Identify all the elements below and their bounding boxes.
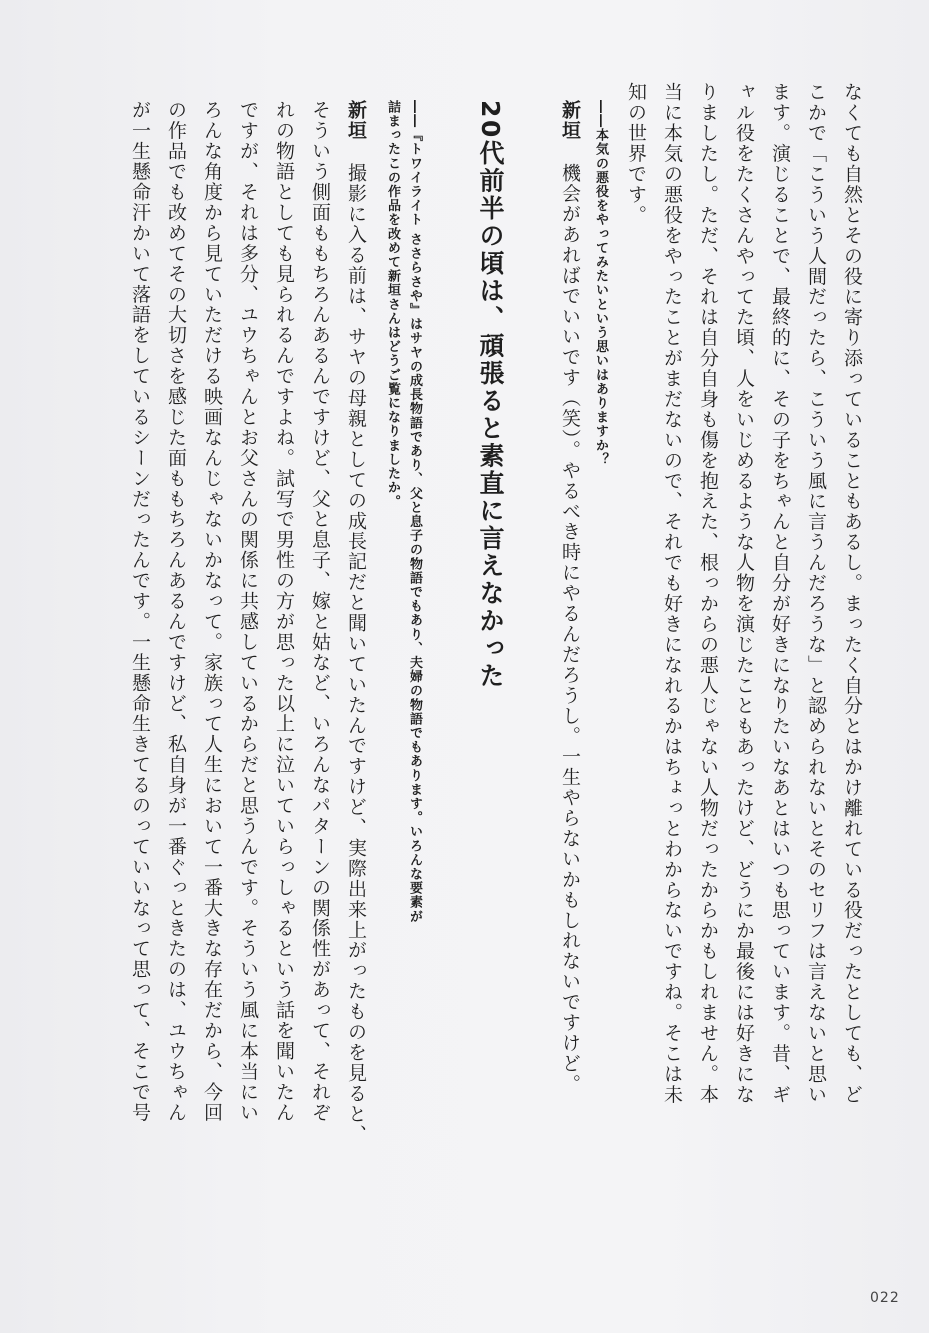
- speaker-name: 新垣: [345, 100, 367, 141]
- page-number: 022: [870, 1290, 900, 1306]
- speaker-name: 新垣: [559, 100, 581, 141]
- text-column: れの物語としても見られるんですよね。試写で男性の方が思った以上に泣いていらっしゃるという話を聞いたん: [273, 100, 295, 1123]
- interview-question: 詰まったこの作品を改めて新垣さんはどうご覧になりましたか。: [385, 100, 400, 509]
- text-column: そういう側面ももちろんあるんですけど、父と息子、嫁と姑など、いろんなパターンの関係性があって、それぞ: [309, 100, 331, 1123]
- text-column: 当に本気の悪役をやったことがまだないので、それでも好きになれるかはちょっとわからないですね。そこは未: [661, 82, 683, 1105]
- text-column: りましたし。ただ、それは自分自身も傷を抱えた、根っからの悪人じゃない人物だったからかもしれません。本: [697, 82, 719, 1105]
- answer-text: 撮影に入る前は、サヤの母親としての成長記だと聞いていたんですけど、実際出来上がったものを見ると、: [345, 162, 367, 1145]
- answer-text: 機会があればでいいです（笑）。やるべき時にやるんだろうし。一生やらないかもしれないですけど。: [559, 162, 581, 1095]
- interview-question: ――『トワイライト ささらさや』はサヤの成長物語であり、父と息子の物語でもあり、夫婦の物語でもあります。いろんな要素が: [407, 100, 422, 924]
- text-column: ろんな角度から見ていただける映画なんじゃないかなって。家族って人生において一番大きな存在だから、今回: [201, 100, 223, 1123]
- interview-answer: [345, 100, 367, 1145]
- text-column: 知の世界です。: [625, 82, 647, 226]
- text-column: ャル役をたくさんやってた頃、人をいじめるような人物を演じたこともあったけど、どうにか最後には好きにな: [733, 82, 755, 1105]
- text-column: ですが、それは多分、ユウちゃんとお父さんの関係に共感しているからだと思うんです。そういう風に本当にい: [237, 100, 259, 1123]
- text-column: の作品でも改めてその大切さを感じた面ももちろんあるんですけど、私自身が一番ぐっときたのは、ユウちゃん: [165, 100, 187, 1123]
- text-column: ます。演じることで、最終的に、その子をちゃんと自分が好きになりたいなあとはいつも思っています。昔、ギ: [769, 82, 791, 1105]
- interview-question: ――本気の悪役をやってみたいという思いはありますか？: [593, 100, 608, 467]
- section-heading: 20代前半の頃は、頑張ると素直に言えなかった: [476, 100, 505, 690]
- text-column: が一生懸命汗かいて落語をしているシーンだったんです。一生懸命生きてるのっていいなって思って、そこで号: [129, 100, 151, 1123]
- text-column: こかで「こういう人間だったら、こういう風に言うんだろうな」と認められないとそのセリフは言えないと思い: [805, 82, 827, 1105]
- interview-answer: [559, 100, 581, 1095]
- text-column: なくても自然とその役に寄り添っていることもあるし。まったく自分とはかけ離れている役だったとしても、ど: [841, 82, 863, 1105]
